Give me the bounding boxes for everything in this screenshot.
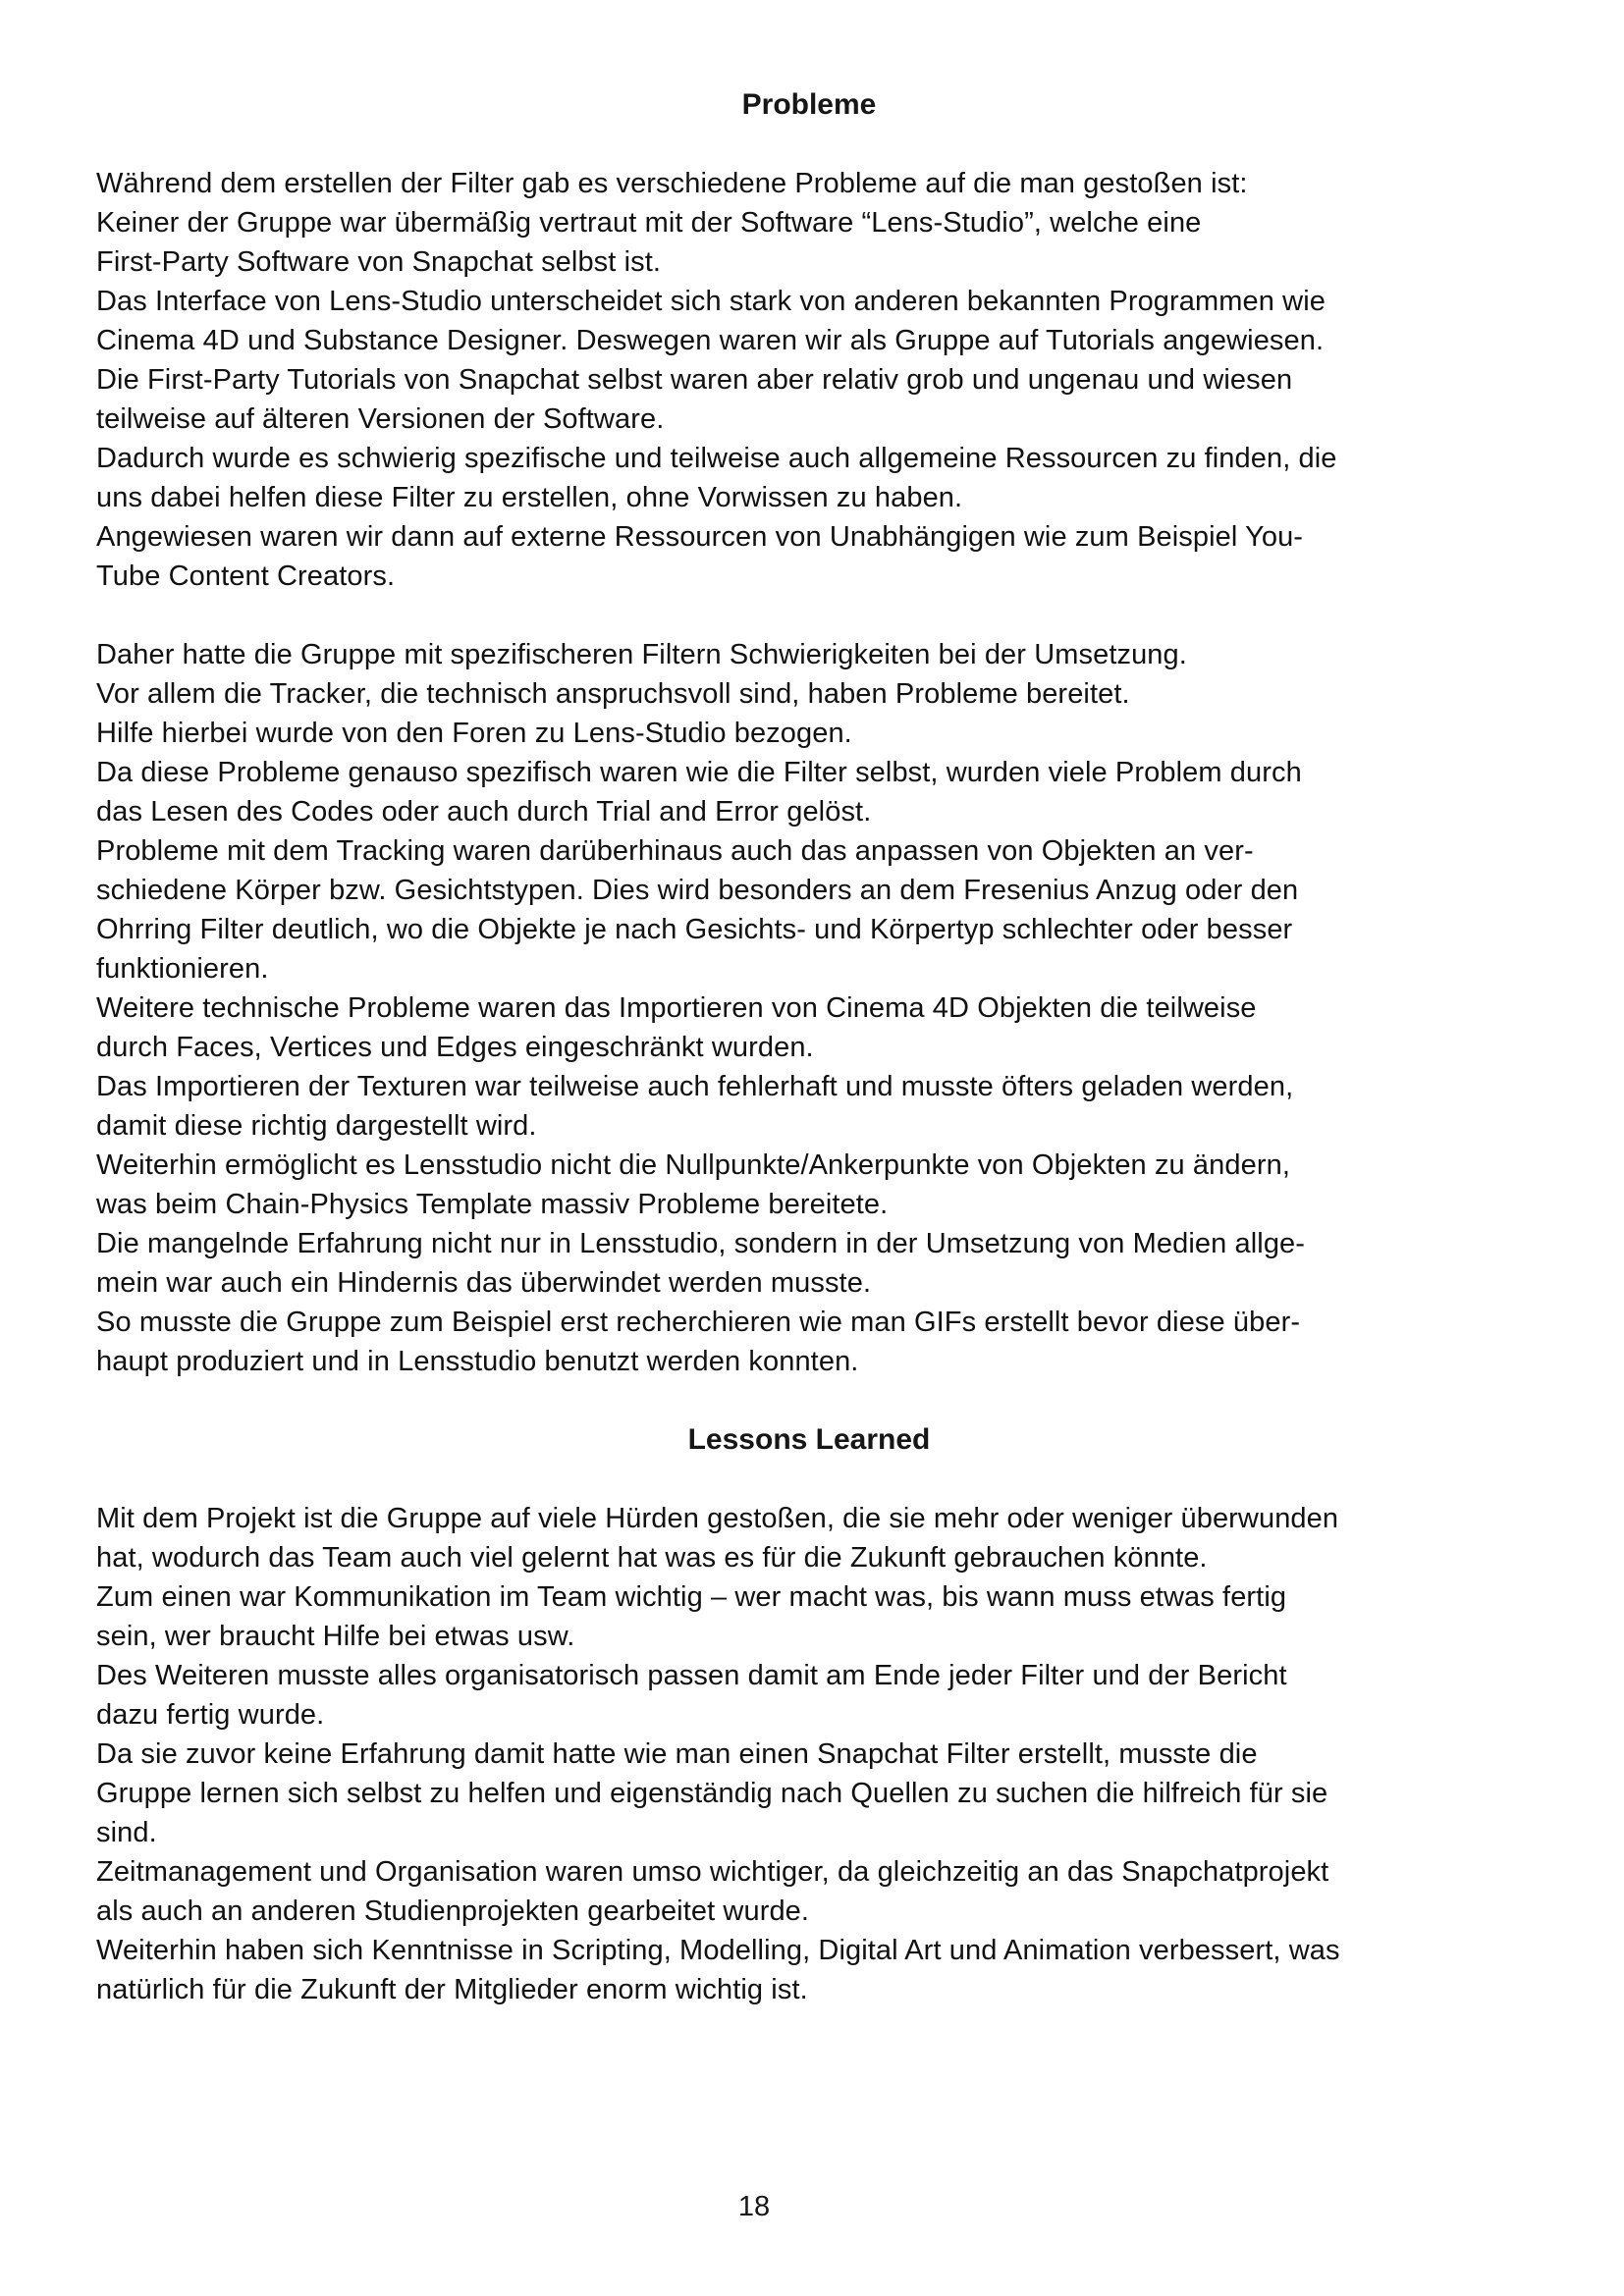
text-line: das Lesen des Codes oder auch durch Trial and Error gelöst. [96, 796, 872, 828]
text-line: haupt produziert und in Lensstudio benutzt werden konnten. [96, 1346, 859, 1377]
text-line: dazu fertig wurde. [96, 1699, 325, 1731]
paragraph [96, 1499, 1522, 2009]
section-heading: Lessons Learned [687, 1423, 931, 1456]
page-number: 18 [737, 2191, 771, 2222]
text-line: Tube Content Creators. [96, 561, 396, 592]
text-line: als auch an anderen Studienprojekten gearbeitet wurde. [96, 1896, 810, 1927]
text-line: Da sie zuvor keine Erfahrung damit hatte wie man einen Snapchat Filter erstellt, musste die [96, 1738, 1258, 1770]
text-line: Vor allem die Tracker, die technisch anspruchsvoll sind, haben Probleme bereitet. [96, 678, 1130, 710]
section-heading: Probleme [741, 88, 877, 121]
text-line: Die First-Party Tutorials von Snapchat selbst waren aber relativ grob und ungenau und wiesen [96, 364, 1293, 396]
text-line: sein, wer braucht Hilfe bei etwas usw. [96, 1621, 575, 1652]
text-line: Zeitmanagement und Organisation waren umso wichtiger, da gleichzeitig an das Snapchatprojekt [96, 1856, 1329, 1888]
text-line: Ohrring Filter deutlich, wo die Objekte je nach Gesichts- und Körpertyp schlechter oder besser [96, 914, 1293, 945]
text-line: sind. [96, 1817, 157, 1848]
text-line: Hilfe hierbei wurde von den Foren zu Lens-Studio bezogen. [96, 718, 852, 749]
paragraph [96, 635, 1522, 1381]
text-line: So musste die Gruppe zum Beispiel erst recherchieren wie man GIFs erstellt bevor diese über- [96, 1307, 1301, 1338]
paragraph [96, 164, 1522, 596]
text-line: Des Weiteren musste alles organisatorisch passen damit am Ende jeder Filter und der Bericht [96, 1660, 1287, 1691]
document-section [96, 85, 1522, 1381]
text-line: Dadurch wurde es schwierig spezifische und teilweise auch allgemeine Ressourcen zu finden, die [96, 443, 1337, 474]
text-line: Cinema 4D und Substance Designer. Deswegen waren wir als Gruppe auf Tutorials angewiesen. [96, 325, 1325, 356]
text-line: natürlich für die Zukunft der Mitglieder enorm wichtig ist. [96, 1974, 808, 2005]
text-line: mein war auch ein Hindernis das überwindet werden musste. [96, 1267, 872, 1299]
text-line: Weiterhin haben sich Kenntnisse in Scripting, Modelling, Digital Art und Animation verbessert, was [96, 1935, 1340, 1966]
text-line: uns dabei helfen diese Filter zu erstellen, ohne Vorwissen zu haben. [96, 482, 963, 513]
text-line: Gruppe lernen sich selbst zu helfen und eigenständig nach Quellen zu suchen die hilfreich für sie [96, 1778, 1328, 1809]
text-line: Da diese Probleme genauso spezifisch waren wie die Filter selbst, wurden viele Problem durch [96, 757, 1302, 788]
text-line: teilweise auf älteren Versionen der Software. [96, 403, 665, 435]
text-line: First-Party Software von Snapchat selbst ist. [96, 246, 662, 278]
text-line: Die mangelnde Erfahrung nicht nur in Lensstudio, sondern in der Umsetzung von Medien allge- [96, 1228, 1306, 1259]
text-line: hat, wodurch das Team auch viel gelernt hat was es für die Zukunft gebrauchen könnte. [96, 1542, 1208, 1574]
text-line: Weitere technische Probleme waren das Importieren von Cinema 4D Objekten die teilweise [96, 992, 1257, 1024]
text-line: Zum einen war Kommunikation im Team wichtig – wer macht was, bis wann muss etwas fertig [96, 1581, 1287, 1613]
text-line: Das Importieren der Texturen war teilweise auch fehlerhaft und musste öfters geladen werden, [96, 1071, 1294, 1102]
text-line: Das Interface von Lens-Studio unterscheidet sich stark von anderen bekannten Programmen wie [96, 286, 1326, 317]
text-line: funktionieren. [96, 953, 269, 985]
text-line: Keiner der Gruppe war übermäßig vertraut mit der Software “Lens-Studio”, welche eine [96, 207, 1202, 239]
text-line: damit diese richtig dargestellt wird. [96, 1110, 537, 1142]
document-content [96, 85, 1522, 2049]
text-line: Weiterhin ermöglicht es Lensstudio nicht die Nullpunkte/Ankerpunkte von Objekten zu ändern, [96, 1149, 1290, 1181]
text-line: was beim Chain-Physics Template massiv Probleme bereitete. [96, 1189, 889, 1220]
text-line: Probleme mit dem Tracking waren darüberhinaus auch das anpassen von Objekten an ver- [96, 835, 1254, 867]
text-line: Mit dem Projekt ist die Gruppe auf viele Hürden gestoßen, die sie mehr oder weniger überwunden [96, 1503, 1339, 1534]
document-section [96, 1420, 1522, 2009]
text-line: durch Faces, Vertices und Edges eingeschränkt wurden. [96, 1032, 814, 1063]
text-line: Angewiesen waren wir dann auf externe Ressourcen von Unabhängigen wie zum Beispiel You- [96, 521, 1304, 553]
text-line: schiedene Körper bzw. Gesichtstypen. Dies wird besonders an dem Fresenius Anzug oder den [96, 875, 1299, 906]
text-line: Während dem erstellen der Filter gab es verschiedene Probleme auf die man gestoßen ist: [96, 168, 1248, 199]
text-line: Daher hatte die Gruppe mit spezifischeren Filtern Schwierigkeiten bei der Umsetzung. [96, 639, 1187, 670]
